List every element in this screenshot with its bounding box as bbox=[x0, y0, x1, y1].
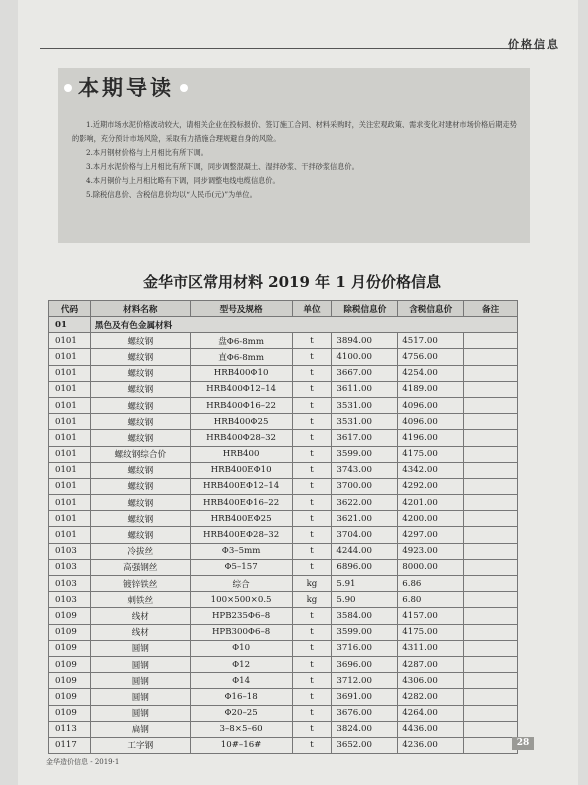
cell-price-inc-tax: 4292.00 bbox=[398, 478, 464, 494]
cell-unit: t bbox=[292, 478, 332, 494]
col-header: 型号及规格 bbox=[190, 301, 292, 317]
cell-code: 0117 bbox=[49, 737, 91, 753]
table-row bbox=[49, 721, 518, 737]
cell-price-inc-tax: 6.86 bbox=[398, 576, 464, 592]
cell-price-ex-tax: 5.91 bbox=[332, 576, 398, 592]
table-row bbox=[49, 689, 518, 705]
cell-price-inc-tax: 4264.00 bbox=[398, 705, 464, 721]
cell-price-ex-tax: 3894.00 bbox=[332, 333, 398, 349]
cell-price-inc-tax: 4436.00 bbox=[398, 721, 464, 737]
cell-unit: t bbox=[292, 527, 332, 543]
cell-spec: Φ20–25 bbox=[190, 705, 292, 721]
cell-code: 0101 bbox=[49, 462, 91, 478]
cell-price-inc-tax: 4196.00 bbox=[398, 430, 464, 446]
cell-material: 圆钢 bbox=[90, 656, 190, 672]
cell-price-ex-tax: 3824.00 bbox=[332, 721, 398, 737]
cell-price-ex-tax: 3676.00 bbox=[332, 705, 398, 721]
cell-remark bbox=[464, 495, 518, 511]
cell-spec: 直Φ6-8mm bbox=[190, 349, 292, 365]
cell-spec: HRB400EΦ28–32 bbox=[190, 527, 292, 543]
cell-code: 0109 bbox=[49, 608, 91, 624]
table-row bbox=[49, 446, 518, 462]
cell-remark bbox=[464, 608, 518, 624]
table-row bbox=[49, 576, 518, 592]
cell-remark bbox=[464, 737, 518, 753]
cell-spec: HRB400Φ10 bbox=[190, 365, 292, 381]
table-row bbox=[49, 462, 518, 478]
intro-title-text: 本期导读 bbox=[78, 75, 174, 100]
cell-price-inc-tax: 4096.00 bbox=[398, 414, 464, 430]
cell-spec: Φ3–5mm bbox=[190, 543, 292, 559]
cell-price-ex-tax: 3700.00 bbox=[332, 478, 398, 494]
cell-material: 螺纹钢 bbox=[90, 478, 190, 494]
intro-paragraph: 4.本月铜价与上月相比略有下调，同步调整电线电缆信息价。 bbox=[86, 176, 280, 185]
cell-price-inc-tax: 4306.00 bbox=[398, 673, 464, 689]
cell-remark bbox=[464, 527, 518, 543]
bullet-dot-icon bbox=[64, 84, 72, 92]
cell-material: 冷拔丝 bbox=[90, 543, 190, 559]
cell-material: 螺纹钢 bbox=[90, 430, 190, 446]
table-row bbox=[49, 640, 518, 656]
cell-price-inc-tax: 4297.00 bbox=[398, 527, 464, 543]
cell-spec: HPB235Φ6–8 bbox=[190, 608, 292, 624]
section-header: 价格信息 bbox=[508, 38, 560, 51]
cell-price-ex-tax: 3716.00 bbox=[332, 640, 398, 656]
cell-material: 刺铁丝 bbox=[90, 592, 190, 608]
cell-code: 0113 bbox=[49, 721, 91, 737]
cell-price-inc-tax: 4517.00 bbox=[398, 333, 464, 349]
cell-code: 0109 bbox=[49, 705, 91, 721]
cell-code: 0101 bbox=[49, 381, 91, 397]
cell-unit: t bbox=[292, 446, 332, 462]
cell-spec: HRB400EΦ16–22 bbox=[190, 495, 292, 511]
cell-price-inc-tax: 4175.00 bbox=[398, 446, 464, 462]
table-row bbox=[49, 673, 518, 689]
cell-price-inc-tax: 6.80 bbox=[398, 592, 464, 608]
cell-unit: t bbox=[292, 624, 332, 640]
cell-unit: t bbox=[292, 608, 332, 624]
cell-material: 高强钢丝 bbox=[90, 559, 190, 575]
cell-unit: t bbox=[292, 381, 332, 397]
table-row bbox=[49, 495, 518, 511]
cell-price-inc-tax: 4254.00 bbox=[398, 365, 464, 381]
cell-remark bbox=[464, 576, 518, 592]
header-rule bbox=[40, 48, 545, 49]
cell-remark bbox=[464, 689, 518, 705]
cell-material: 螺纹钢 bbox=[90, 495, 190, 511]
cell-spec: HRB400Φ28–32 bbox=[190, 430, 292, 446]
cell-unit: t bbox=[292, 430, 332, 446]
cell-material: 螺纹钢 bbox=[90, 381, 190, 397]
category-row bbox=[49, 317, 518, 333]
cell-spec: HRB400 bbox=[190, 446, 292, 462]
cell-price-inc-tax: 4200.00 bbox=[398, 511, 464, 527]
cell-material: 螺纹钢 bbox=[90, 365, 190, 381]
table-header-row bbox=[49, 301, 518, 317]
table-row bbox=[49, 381, 518, 397]
cell-spec: Φ14 bbox=[190, 673, 292, 689]
table-row bbox=[49, 559, 518, 575]
table-title: 金华市区常用材料 2019 年 1 月份价格信息 bbox=[142, 273, 442, 291]
footer-publication: 金华造价信息 - 2019·1 bbox=[46, 758, 120, 766]
page-number: 28 bbox=[512, 737, 534, 750]
cell-spec: 盘Φ6-8mm bbox=[190, 333, 292, 349]
cell-material: 线材 bbox=[90, 608, 190, 624]
intro-paragraph: 1.近期市场水泥价格波动较大，请相关企业在投标报价、签订施工合同、材料采购时，关注宏观政策、需求变化对建材市场价格后期走势的影响，充分预计市场风险，采取有力措施合理规避自身的风险。 bbox=[72, 120, 517, 143]
cell-spec: HRB400EΦ10 bbox=[190, 462, 292, 478]
cell-material: 螺纹钢 bbox=[90, 397, 190, 413]
cell-code: 0101 bbox=[49, 446, 91, 462]
cell-code: 0101 bbox=[49, 527, 91, 543]
cell-price-inc-tax: 4201.00 bbox=[398, 495, 464, 511]
cell-code: 0103 bbox=[49, 559, 91, 575]
table-row bbox=[49, 624, 518, 640]
table-row bbox=[49, 414, 518, 430]
cell-price-inc-tax: 4342.00 bbox=[398, 462, 464, 478]
cell-remark bbox=[464, 365, 518, 381]
cell-remark bbox=[464, 543, 518, 559]
cell-remark bbox=[464, 381, 518, 397]
cell-material: 工字钢 bbox=[90, 737, 190, 753]
cell-price-inc-tax: 4923.00 bbox=[398, 543, 464, 559]
cell-spec: HRB400Φ12–14 bbox=[190, 381, 292, 397]
table-row bbox=[49, 397, 518, 413]
intro-paragraph: 3.本月水泥价格与上月相比有所下调，同步调整混凝土、湿拌砂浆、干拌砂浆信息价。 bbox=[86, 162, 359, 171]
cell-price-ex-tax: 3584.00 bbox=[332, 608, 398, 624]
cell-unit: t bbox=[292, 495, 332, 511]
cell-material: 螺纹钢 bbox=[90, 414, 190, 430]
table-row bbox=[49, 527, 518, 543]
cell-price-inc-tax: 4096.00 bbox=[398, 397, 464, 413]
cell-code: 0109 bbox=[49, 689, 91, 705]
cell-spec: Φ12 bbox=[190, 656, 292, 672]
cell-price-ex-tax: 3599.00 bbox=[332, 624, 398, 640]
cell-price-ex-tax: 3667.00 bbox=[332, 365, 398, 381]
cell-material: 螺纹钢 bbox=[90, 349, 190, 365]
cell-price-ex-tax: 3652.00 bbox=[332, 737, 398, 753]
cell-spec: HPB300Φ6–8 bbox=[190, 624, 292, 640]
cell-price-ex-tax: 3622.00 bbox=[332, 495, 398, 511]
cell-price-inc-tax: 4756.00 bbox=[398, 349, 464, 365]
cell-code: 0101 bbox=[49, 333, 91, 349]
cell-price-ex-tax: 3696.00 bbox=[332, 656, 398, 672]
cell-remark bbox=[464, 349, 518, 365]
cell-code: 0101 bbox=[49, 495, 91, 511]
cell-material: 线材 bbox=[90, 624, 190, 640]
cell-price-inc-tax: 4236.00 bbox=[398, 737, 464, 753]
cell-spec: Φ16–18 bbox=[190, 689, 292, 705]
cell-code: 0103 bbox=[49, 576, 91, 592]
cell-spec: 3–8×5–60 bbox=[190, 721, 292, 737]
cell-remark bbox=[464, 640, 518, 656]
cell-remark bbox=[464, 333, 518, 349]
cell-code: 0101 bbox=[49, 397, 91, 413]
cell-material: 圆钢 bbox=[90, 673, 190, 689]
intro-paragraph: 2.本月钢材价格与上月相比有所下调。 bbox=[86, 148, 208, 157]
cell-price-ex-tax: 3531.00 bbox=[332, 397, 398, 413]
cell-unit: kg bbox=[292, 576, 332, 592]
cell-remark bbox=[464, 624, 518, 640]
cell-unit: t bbox=[292, 559, 332, 575]
cell-material: 圆钢 bbox=[90, 689, 190, 705]
cell-remark bbox=[464, 430, 518, 446]
cell-remark bbox=[464, 673, 518, 689]
cell-unit: t bbox=[292, 365, 332, 381]
cell-unit: t bbox=[292, 333, 332, 349]
table-row bbox=[49, 608, 518, 624]
cell-spec: HRB400EΦ12–14 bbox=[190, 478, 292, 494]
table-row bbox=[49, 430, 518, 446]
table-row bbox=[49, 705, 518, 721]
cell-unit: t bbox=[292, 705, 332, 721]
cell-unit: t bbox=[292, 673, 332, 689]
cell-code: 0109 bbox=[49, 673, 91, 689]
cell-spec: Φ10 bbox=[190, 640, 292, 656]
cell-price-ex-tax: 3621.00 bbox=[332, 511, 398, 527]
cell-price-ex-tax: 3691.00 bbox=[332, 689, 398, 705]
cell-price-ex-tax: 5.90 bbox=[332, 592, 398, 608]
table-row bbox=[49, 365, 518, 381]
category-code: 01 bbox=[49, 317, 91, 333]
cell-unit: kg bbox=[292, 592, 332, 608]
cell-price-inc-tax: 4189.00 bbox=[398, 381, 464, 397]
table-row bbox=[49, 543, 518, 559]
cell-code: 0101 bbox=[49, 478, 91, 494]
cell-price-ex-tax: 6896.00 bbox=[332, 559, 398, 575]
cell-remark bbox=[464, 656, 518, 672]
cell-price-ex-tax: 3599.00 bbox=[332, 446, 398, 462]
intro-title bbox=[64, 72, 188, 102]
cell-material: 螺纹钢 bbox=[90, 527, 190, 543]
cell-spec: HRB400Φ25 bbox=[190, 414, 292, 430]
cell-code: 0101 bbox=[49, 414, 91, 430]
cell-unit: t bbox=[292, 721, 332, 737]
intro-paragraph: 5.除税信息价、含税信息价均以“人民币(元)”为单位。 bbox=[86, 190, 257, 199]
cell-code: 0101 bbox=[49, 349, 91, 365]
cell-material: 圆钢 bbox=[90, 705, 190, 721]
table-row bbox=[49, 478, 518, 494]
cell-remark bbox=[464, 462, 518, 478]
cell-code: 0101 bbox=[49, 365, 91, 381]
cell-spec: Φ5–157 bbox=[190, 559, 292, 575]
col-header: 含税信息价 bbox=[398, 301, 464, 317]
cell-material: 扁钢 bbox=[90, 721, 190, 737]
cell-remark bbox=[464, 559, 518, 575]
cell-price-inc-tax: 4157.00 bbox=[398, 608, 464, 624]
table-row bbox=[49, 737, 518, 753]
cell-remark bbox=[464, 397, 518, 413]
cell-code: 0101 bbox=[49, 430, 91, 446]
cell-remark bbox=[464, 478, 518, 494]
col-header: 材料名称 bbox=[90, 301, 190, 317]
table-row bbox=[49, 349, 518, 365]
col-header: 备注 bbox=[464, 301, 518, 317]
col-header: 单位 bbox=[292, 301, 332, 317]
table-row bbox=[49, 592, 518, 608]
cell-price-inc-tax: 4311.00 bbox=[398, 640, 464, 656]
cell-unit: t bbox=[292, 397, 332, 413]
cell-spec: 综合 bbox=[190, 576, 292, 592]
cell-material: 镀锌铁丝 bbox=[90, 576, 190, 592]
cell-price-inc-tax: 8000.00 bbox=[398, 559, 464, 575]
cell-material: 螺纹钢 bbox=[90, 511, 190, 527]
cell-price-inc-tax: 4282.00 bbox=[398, 689, 464, 705]
table-row bbox=[49, 656, 518, 672]
cell-code: 0109 bbox=[49, 624, 91, 640]
cell-price-inc-tax: 4287.00 bbox=[398, 656, 464, 672]
intro-text bbox=[72, 118, 522, 202]
cell-price-ex-tax: 3704.00 bbox=[332, 527, 398, 543]
cell-material: 圆钢 bbox=[90, 640, 190, 656]
cell-price-ex-tax: 3611.00 bbox=[332, 381, 398, 397]
cell-unit: t bbox=[292, 543, 332, 559]
table-row bbox=[49, 511, 518, 527]
cell-code: 0103 bbox=[49, 592, 91, 608]
cell-unit: t bbox=[292, 462, 332, 478]
col-header: 代码 bbox=[49, 301, 91, 317]
cell-price-ex-tax: 3712.00 bbox=[332, 673, 398, 689]
bullet-dot-icon bbox=[180, 84, 188, 92]
cell-code: 0101 bbox=[49, 511, 91, 527]
price-table bbox=[48, 300, 518, 754]
col-header: 除税信息价 bbox=[332, 301, 398, 317]
cell-price-ex-tax: 4244.00 bbox=[332, 543, 398, 559]
cell-spec: HRB400EΦ25 bbox=[190, 511, 292, 527]
cell-spec: 100×500×0.5 bbox=[190, 592, 292, 608]
cell-remark bbox=[464, 414, 518, 430]
cell-price-inc-tax: 4175.00 bbox=[398, 624, 464, 640]
cell-unit: t bbox=[292, 640, 332, 656]
cell-code: 0109 bbox=[49, 640, 91, 656]
cell-material: 螺纹钢综合价 bbox=[90, 446, 190, 462]
cell-remark bbox=[464, 592, 518, 608]
cell-remark bbox=[464, 705, 518, 721]
cell-unit: t bbox=[292, 511, 332, 527]
cell-remark bbox=[464, 511, 518, 527]
table-row bbox=[49, 333, 518, 349]
cell-remark bbox=[464, 721, 518, 737]
cell-remark bbox=[464, 446, 518, 462]
cell-spec: HRB400Φ16–22 bbox=[190, 397, 292, 413]
cell-unit: t bbox=[292, 689, 332, 705]
cell-material: 螺纹钢 bbox=[90, 333, 190, 349]
cell-unit: t bbox=[292, 737, 332, 753]
category-name: 黑色及有色金属材料 bbox=[90, 317, 517, 333]
cell-unit: t bbox=[292, 656, 332, 672]
cell-price-ex-tax: 3743.00 bbox=[332, 462, 398, 478]
cell-price-ex-tax: 4100.00 bbox=[332, 349, 398, 365]
cell-price-ex-tax: 3531.00 bbox=[332, 414, 398, 430]
cell-code: 0109 bbox=[49, 656, 91, 672]
cell-price-ex-tax: 3617.00 bbox=[332, 430, 398, 446]
cell-unit: t bbox=[292, 349, 332, 365]
cell-code: 0103 bbox=[49, 543, 91, 559]
cell-unit: t bbox=[292, 414, 332, 430]
cell-spec: 10#–16# bbox=[190, 737, 292, 753]
cell-material: 螺纹钢 bbox=[90, 462, 190, 478]
